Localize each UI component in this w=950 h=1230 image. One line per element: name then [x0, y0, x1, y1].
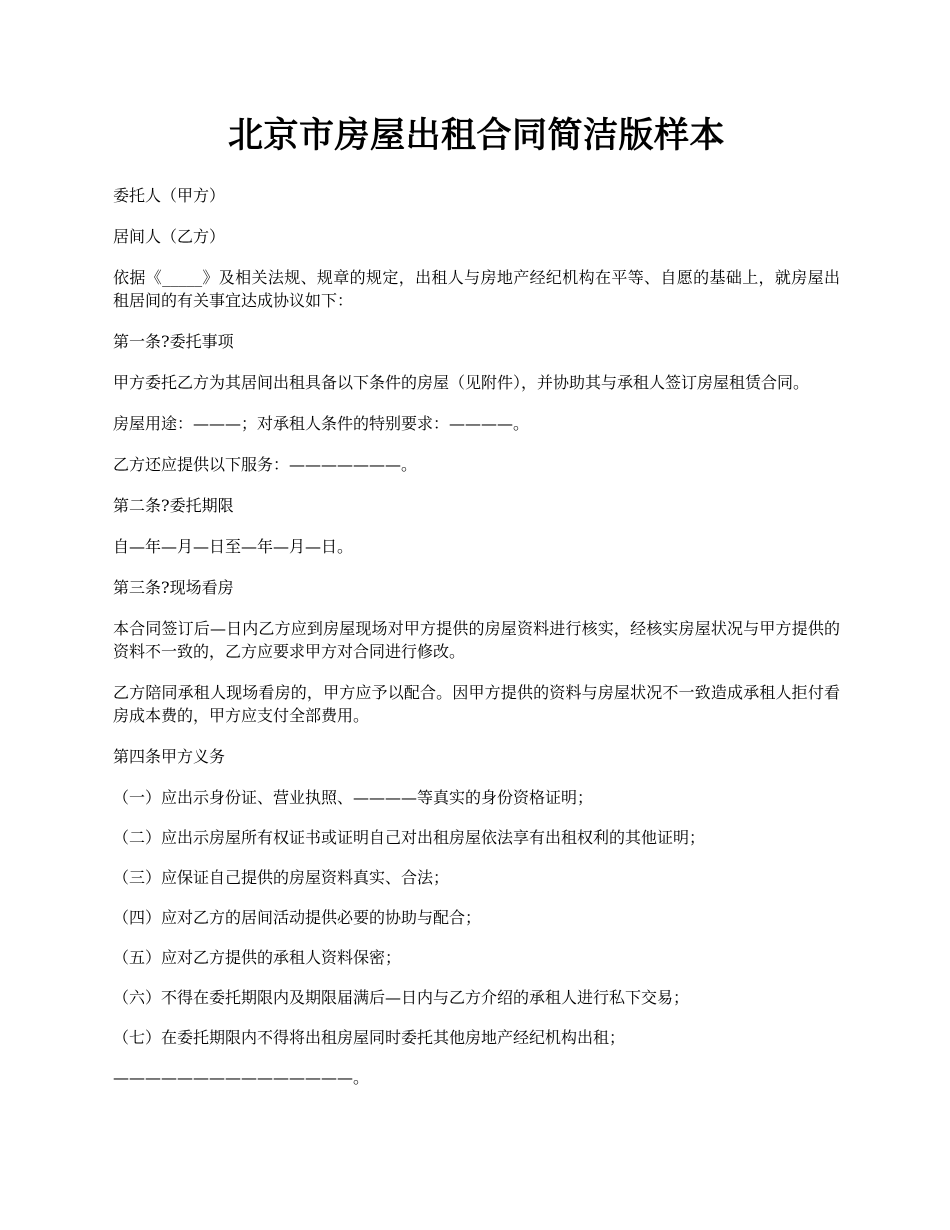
article-4-heading: 第四条甲方义务	[113, 747, 226, 766]
article-1-heading: 第一条?委托事项	[113, 332, 234, 351]
paragraph-party-b: 居间人（乙方）	[113, 227, 226, 246]
article-2-heading: 第二条?委托期限	[113, 496, 234, 515]
article-4-item-4: （四）应对乙方的居间活动提供必要的协助与配合；	[113, 908, 482, 927]
article-3-heading: 第三条?现场看房	[113, 578, 234, 597]
paragraph-party-a: 委托人（甲方）	[113, 186, 226, 205]
article-3-text-1: 本合同签订后—日内乙方应到房屋现场对甲方提供的房屋资料进行核实，经核实房屋状况与甲方提供的资料不一致的，乙方应要求甲方对合同进行修改。	[113, 619, 840, 661]
article-4-item-7: （七）在委托期限内不得将出租房屋同时委托其他房地产经纪机构出租；	[113, 1028, 626, 1047]
article-1-text: 甲方委托乙方为其居间出租具备以下条件的房屋（见附件），并协助其与承租人签订房屋租赁合同。	[113, 373, 810, 392]
article-4-item-3: （三）应保证自己提供的房屋资料真实、合法；	[113, 868, 450, 887]
article-2-text: 自—年—月—日至—年—月—日。	[113, 537, 354, 556]
article-1-services: 乙方还应提供以下服务：———————。	[113, 455, 418, 474]
article-4-item-2: （二）应出示房屋所有权证书或证明自己对出租房屋依法享有出租权利的其他证明；	[113, 828, 706, 847]
paragraph-basis: 依据《_____》及相关法规、规章的规定，出租人与房地产经纪机构在平等、自愿的基础上，就房屋出租居间的有关事宜达成协议如下：	[113, 268, 840, 310]
article-4-item-6: （六）不得在委托期限内及期限届满后—日内与乙方介绍的承租人进行私下交易；	[113, 988, 690, 1007]
article-1-usage: 房屋用途：———；对承租人条件的特别要求：————。	[113, 414, 530, 433]
article-4-item-1: （一）应出示身份证、营业执照、————等真实的身份资格证明；	[113, 788, 594, 807]
article-3-text-2: 乙方陪同承租人现场看房的，甲方应予以配合。因甲方提供的资料与房屋状况不一致造成承租人拒付看房成本费的，甲方应支付全部费用。	[113, 683, 840, 725]
article-4-item-blank: ———————————————。	[113, 1068, 370, 1087]
document-title: 北京市房屋出租合同简洁版样本	[227, 115, 725, 156]
article-4-item-5: （五）应对乙方提供的承租人资料保密；	[113, 948, 402, 967]
document-page	[113, 110, 840, 1106]
